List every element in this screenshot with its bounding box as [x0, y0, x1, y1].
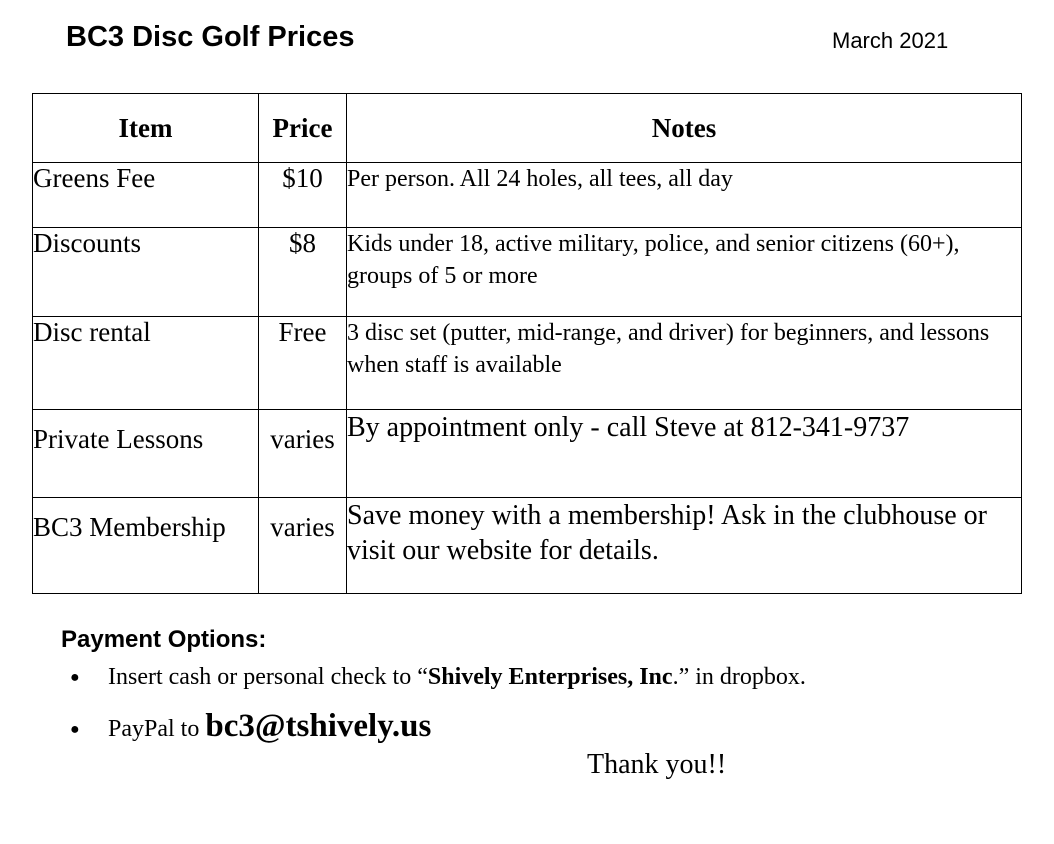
page-title: BC3 Disc Golf Prices [66, 21, 355, 53]
payment-options-heading: Payment Options: [61, 626, 267, 653]
paypal-prefix: PayPal to [108, 716, 206, 742]
notes-cell: 3 disc set (putter, mid-range, and driver) for beginners, and lessons when staff is available [347, 317, 1022, 410]
bullet-icon: ● [70, 721, 80, 739]
price-table [32, 93, 1022, 594]
item-cell: Disc rental [33, 317, 259, 410]
payment-option-cash [70, 664, 806, 691]
item-cell: Greens Fee [33, 163, 259, 228]
item-cell: Private Lessons [33, 410, 259, 498]
notes-cell: Kids under 18, active military, police, and senior citizens (60+), groups of 5 or more [347, 228, 1022, 317]
price-cell: $8 [259, 228, 347, 317]
notes-cell: Per person. All 24 holes, all tees, all day [347, 163, 1022, 228]
paypal-email: bc3@tshively.us [205, 708, 432, 744]
table-header-row [33, 94, 1022, 163]
date-label: March 2021 [832, 28, 949, 53]
payment-option-paypal [70, 708, 431, 745]
table-row [33, 410, 1022, 498]
price-cell: varies [259, 410, 347, 498]
column-header-item: Item [33, 94, 259, 163]
payee-name: Shively Enterprises, Inc [427, 664, 673, 690]
table-row [33, 163, 1022, 228]
notes-cell: Save money with a membership! Ask in the clubhouse or visit our website for details. [347, 498, 1022, 594]
notes-cell: By appointment only - call Steve at 812-341-9737 [347, 410, 1022, 498]
price-cell: Free [259, 317, 347, 410]
column-header-price: Price [259, 94, 347, 163]
table-row [33, 498, 1022, 594]
price-cell: varies [259, 498, 347, 594]
cash-suffix: .” in dropbox. [672, 664, 806, 690]
thank-you-message: Thank you!! [587, 749, 727, 780]
bullet-icon: ● [70, 669, 80, 687]
table-row [33, 228, 1022, 317]
item-cell: BC3 Membership [33, 498, 259, 594]
price-cell: $10 [259, 163, 347, 228]
cash-prefix: Insert cash or personal check to “ [108, 664, 428, 690]
item-cell: Discounts [33, 228, 259, 317]
table-row [33, 317, 1022, 410]
column-header-notes: Notes [347, 94, 1022, 163]
